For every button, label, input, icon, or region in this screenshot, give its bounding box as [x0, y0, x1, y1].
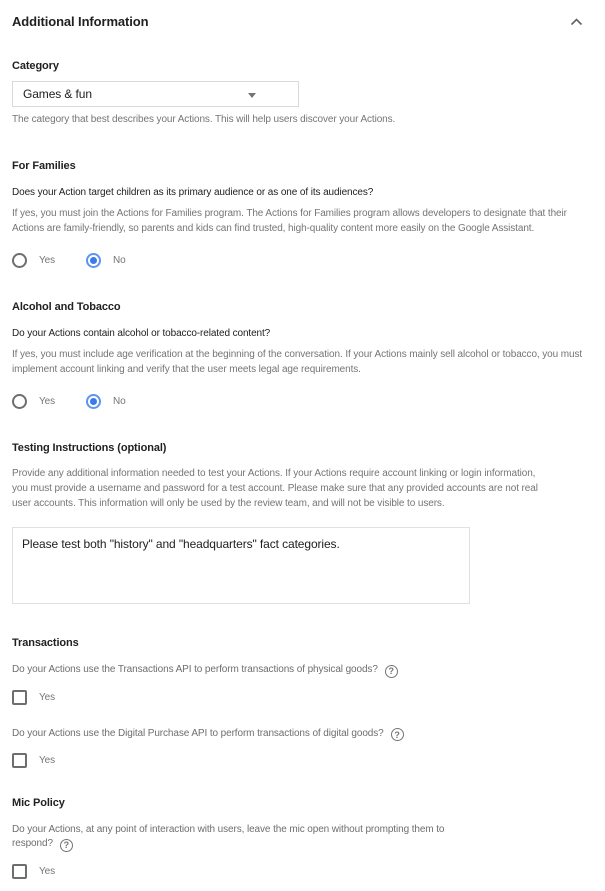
alcohol-tobacco-radio-no[interactable] — [86, 394, 126, 409]
category-dropdown-value: Games & fun — [23, 87, 92, 101]
help-icon[interactable]: ? — [391, 728, 404, 741]
testing-instructions-input[interactable] — [12, 527, 470, 604]
for-families-radio-yes[interactable] — [12, 253, 55, 268]
alcohol-tobacco-heading: Alcohol and Tobacco — [12, 301, 121, 313]
caret-down-icon — [248, 93, 256, 98]
for-families-radio-no[interactable] — [86, 253, 126, 268]
alcohol-tobacco-radio-group — [12, 394, 593, 409]
help-icon[interactable]: ? — [385, 665, 398, 678]
for-families-helper-text: If yes, you must join the Actions for Families program. The Actions for Families program allows developers to designate that their Actions are family-friendly, so parents and kids can find trusted, high-quality content more easily on the Google Assistant. — [12, 208, 567, 234]
for-families-section — [12, 160, 593, 268]
testing-instructions-helper-text: Provide any additional information needed to test your Actions. If your Actions require account linking or login information, you must provide a username and password for a test account. Please make sure that any provided accounts are not real user accounts. This information will only be used by the review team, and will not be visible to users. — [12, 468, 538, 509]
mic-policy-question: Do your Actions, at any point of interaction with users, leave the mic open without prompting them to respond? ? — [12, 824, 445, 850]
transactions-heading: Transactions — [12, 637, 79, 649]
radio-unselected-icon — [12, 253, 27, 268]
transactions-physical-yes-label: Yes — [39, 691, 56, 703]
alcohol-tobacco-section — [12, 301, 593, 409]
for-families-no-label: No — [113, 255, 126, 266]
transactions-physical-checkbox-row — [12, 690, 593, 705]
testing-instructions-section — [12, 442, 593, 609]
mic-policy-yes-label: Yes — [39, 865, 56, 877]
radio-unselected-icon — [12, 394, 27, 409]
for-families-radio-group — [12, 253, 593, 268]
alcohol-tobacco-helper-text: If yes, you must include age verification at the beginning of the conversation. If your Actions mainly sell alcohol or tobacco, you must implement account linking and verify that the user meets legal age requirements. — [12, 349, 583, 375]
alcohol-tobacco-question: Do your Actions contain alcohol or tobacco-related content? — [12, 328, 271, 339]
alcohol-tobacco-no-label: No — [113, 396, 126, 407]
radio-selected-icon — [86, 394, 101, 409]
transactions-digital-checkbox-row — [12, 753, 593, 768]
category-helper-text: The category that best describes your Actions. This will help users discover your Actions. — [12, 114, 396, 125]
transactions-physical-checkbox[interactable] — [12, 690, 27, 705]
alcohol-tobacco-radio-yes[interactable] — [12, 394, 55, 409]
category-label: Category — [12, 60, 59, 72]
testing-instructions-heading: Testing Instructions (optional) — [12, 442, 167, 454]
mic-policy-section — [12, 797, 593, 879]
page-title: Additional Information — [12, 14, 149, 29]
for-families-heading: For Families — [12, 160, 76, 172]
alcohol-tobacco-yes-label: Yes — [39, 396, 56, 407]
for-families-question: Does your Action target children as its primary audience or as one of its audiences? — [12, 187, 374, 198]
chevron-up-icon — [570, 14, 583, 29]
help-icon[interactable]: ? — [60, 839, 73, 852]
mic-policy-heading: Mic Policy — [12, 797, 65, 809]
for-families-yes-label: Yes — [39, 255, 56, 266]
radio-selected-icon — [86, 253, 101, 268]
collapse-section-button[interactable] — [568, 16, 585, 28]
transactions-section — [12, 637, 593, 768]
panel-header — [12, 14, 593, 29]
transactions-physical-question: Do your Actions use the Transactions API to perform transactions of physical goods? ? — [12, 663, 593, 678]
category-section — [12, 60, 593, 127]
transactions-digital-question: Do your Actions use the Digital Purchase API to perform transactions of digital goods? ? — [12, 727, 593, 742]
transactions-digital-yes-label: Yes — [39, 755, 56, 766]
transactions-digital-checkbox[interactable] — [12, 753, 27, 768]
category-dropdown[interactable] — [12, 81, 299, 107]
mic-policy-checkbox[interactable] — [12, 864, 27, 879]
mic-policy-checkbox-row — [12, 864, 593, 879]
